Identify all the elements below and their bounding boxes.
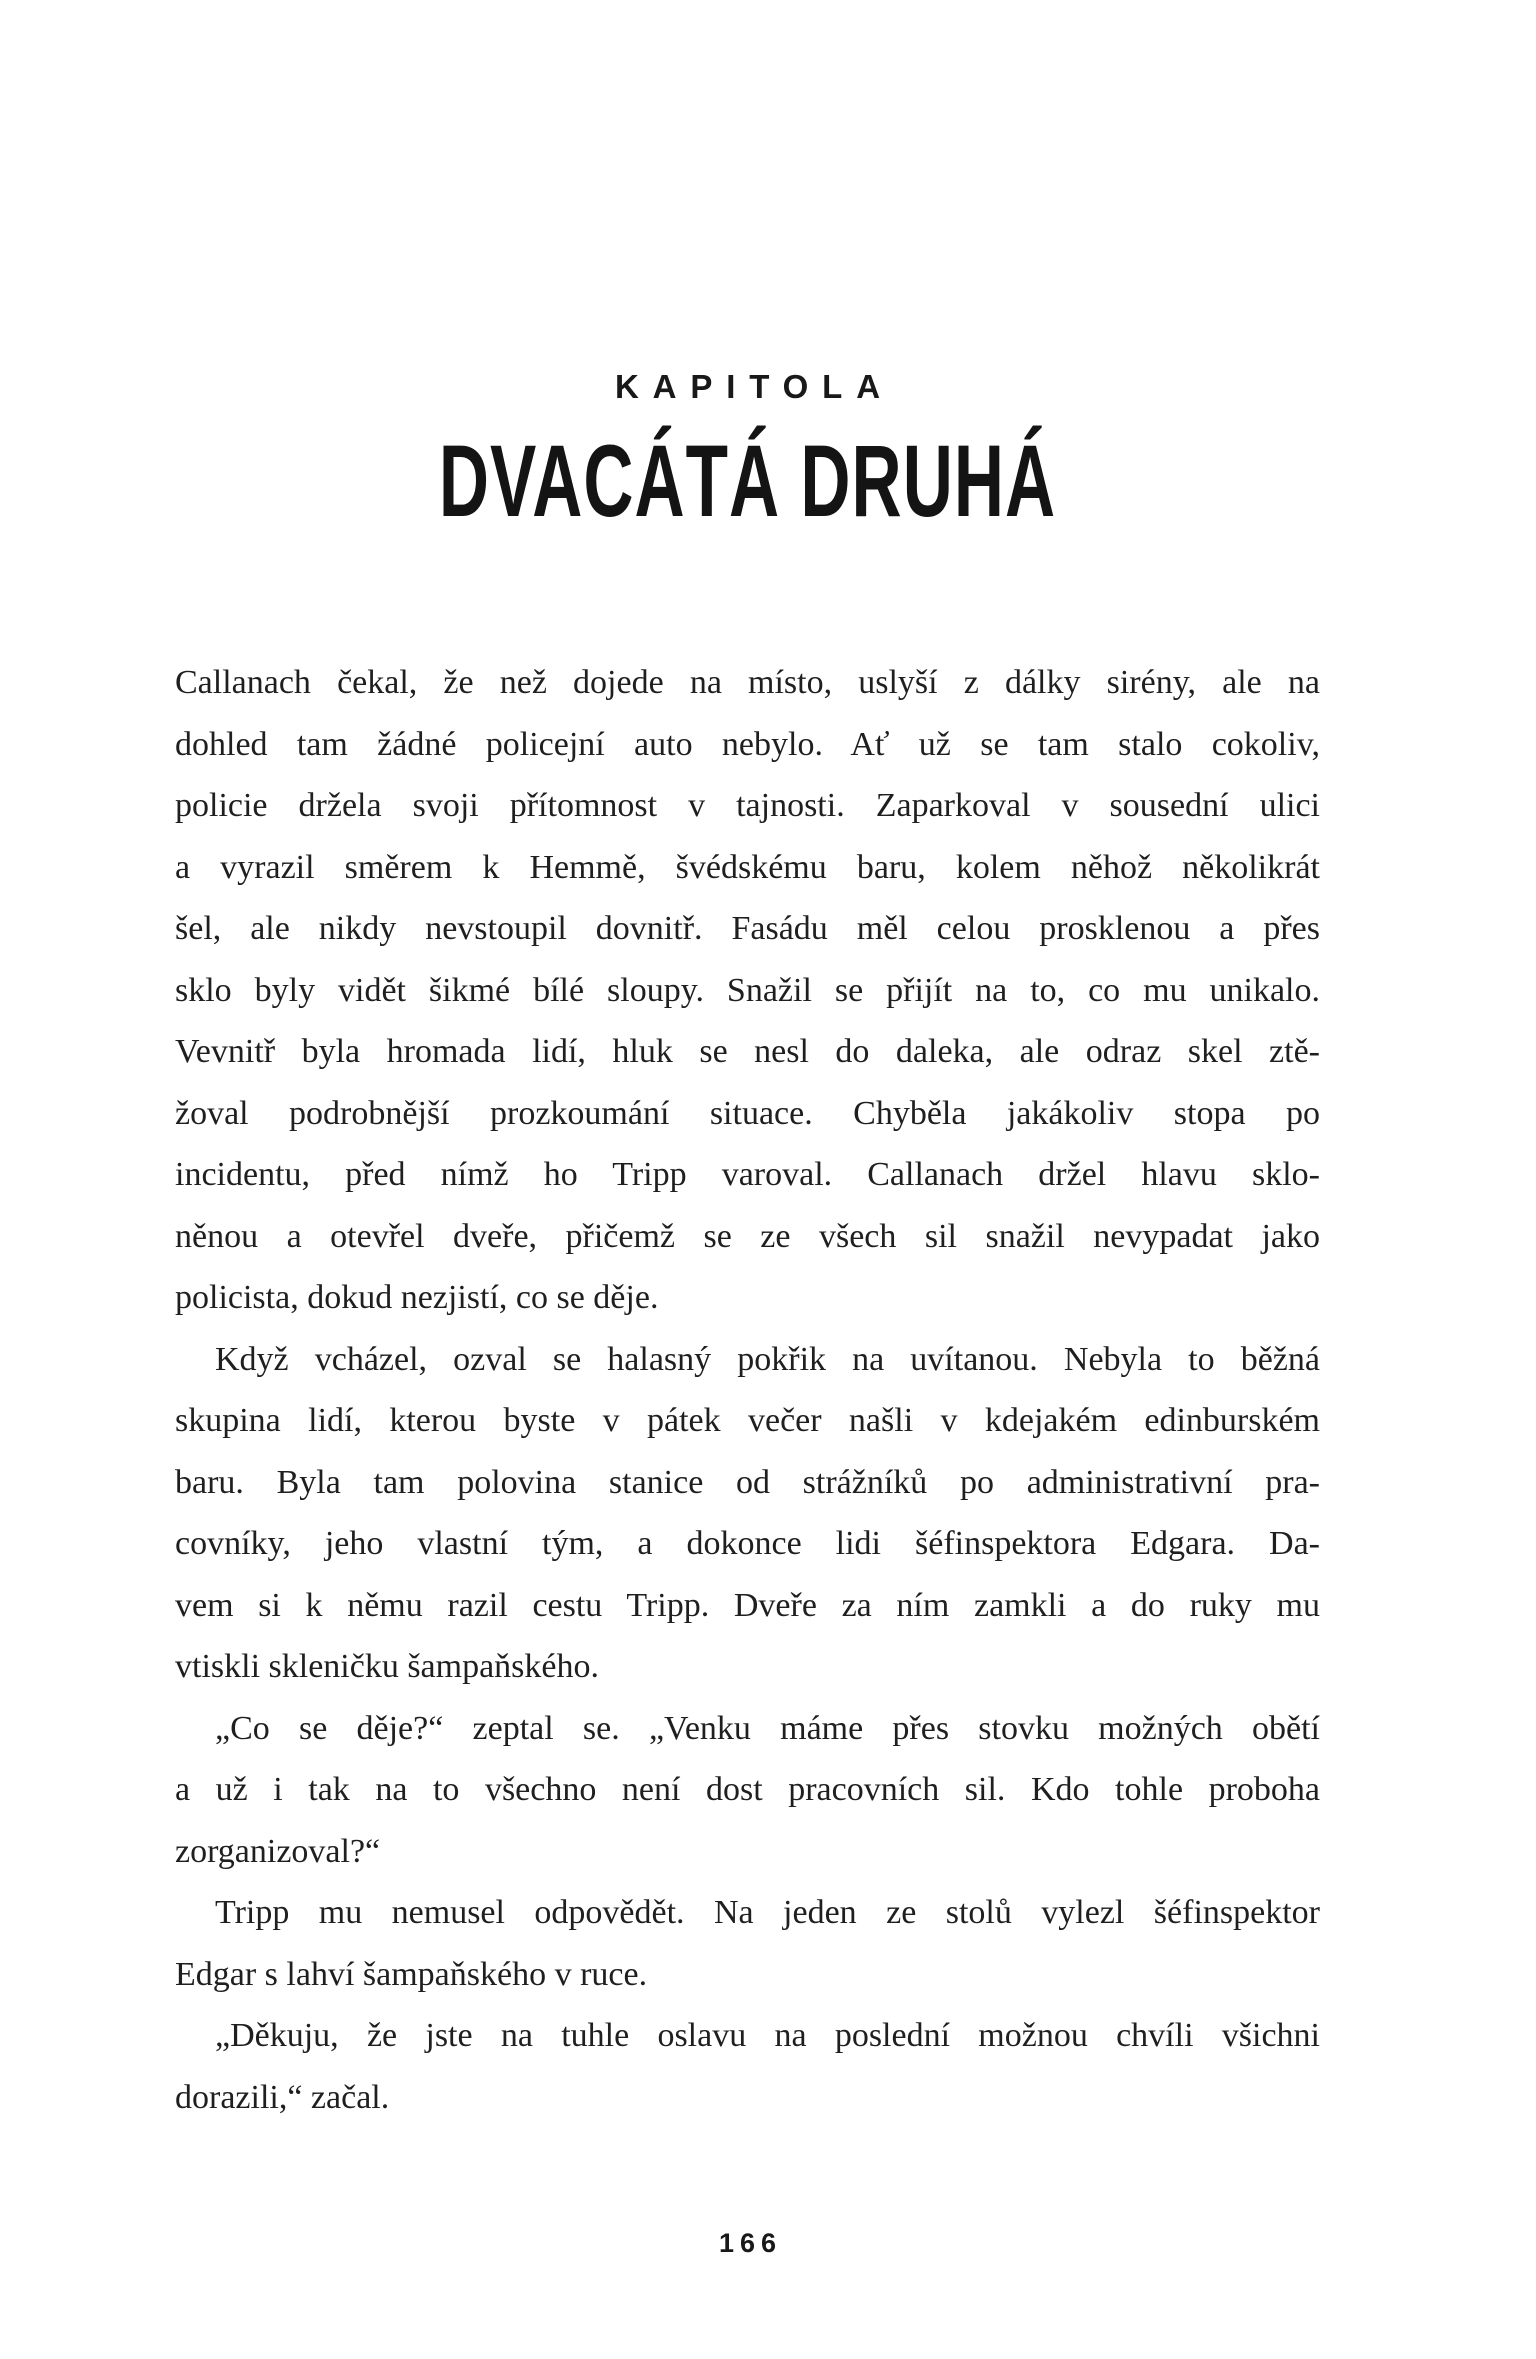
chapter-heading <box>175 368 1320 538</box>
body-line: žoval podrobnější prozkoumání situace. Chyběla jakákoliv stopa po <box>175 1094 1320 1132</box>
body-line: a už i tak na to všechno není dost pracovních sil. Kdo tohle proboha <box>175 1771 1320 1808</box>
body-text <box>175 652 1320 2128</box>
body-line: Callanach čekal, že než dojede na místo, uslyší z dálky sirény, ale na <box>175 664 1320 701</box>
body-line: zorganizoval?“ <box>175 1832 381 1870</box>
body-line: Když vcházel, ozval se halasný pokřik na uvítanou. Nebyla to běžná <box>215 1340 1320 1378</box>
chapter-kicker: KAPITOLA <box>614 368 894 405</box>
chapter-title: DVACÁTÁ DRUHÁ <box>438 424 1057 538</box>
body-line: dorazili,“ začal. <box>175 2078 390 2116</box>
body-line: „Děkuju, že jste na tuhle oslavu na poslední možnou chvíli všichni <box>215 2017 1320 2054</box>
body-line: Vevnitř byla hromada lidí, hluk se nesl do daleka, ale odraz skel ztě- <box>175 1033 1320 1070</box>
body-line: něnou a otevřel dveře, přičemž se ze všech sil snažil nevypadat jako <box>175 1217 1320 1255</box>
body-line: šel, ale nikdy nevstoupil dovnitř. Fasádu měl celou prosklenou a přes <box>175 910 1320 947</box>
body-line: policie držela svoji přítomnost v tajnosti. Zaparkoval v sousední ulici <box>175 787 1320 824</box>
body-line: dohled tam žádné policejní auto nebylo. Ať už se tam stalo cokoliv, <box>175 725 1320 763</box>
body-line: Edgar s lahví šampaňského v ruce. <box>175 1955 648 1993</box>
body-line: sklo byly vidět šikmé bílé sloupy. Snažil se přijít na to, co mu unikalo. <box>175 971 1320 1009</box>
body-line: incidentu, před nímž ho Tripp varoval. Callanach držel hlavu sklo- <box>175 1156 1320 1193</box>
body-line: „Co se děje?“ zeptal se. „Venku máme přes stovku možných obětí <box>215 1709 1320 1747</box>
body-line: Tripp mu nemusel odpovědět. Na jeden ze stolů vylezl šéfinspektor <box>215 1894 1320 1931</box>
body-line: vem si k němu razil cestu Tripp. Dveře za ním zamkli a do ruky mu <box>175 1586 1320 1624</box>
body-line: skupina lidí, kterou byste v pátek večer našli v kdejakém edinburském <box>175 1402 1320 1439</box>
body-line: covníky, jeho vlastní tým, a dokonce lidi šéfinspektora Edgara. Da- <box>175 1525 1320 1562</box>
body-line: a vyrazil směrem k Hemmě, švédskému baru, kolem něhož několikrát <box>175 848 1320 886</box>
body-line: policista, dokud nezjistí, co se děje. <box>175 1279 659 1316</box>
body-line: baru. Byla tam polovina stanice od strážníků po administrativní pra- <box>175 1463 1320 1501</box>
page-number: 166 <box>719 2228 782 2258</box>
body-line: vtiskli skleničku šampaňského. <box>175 1648 600 1685</box>
